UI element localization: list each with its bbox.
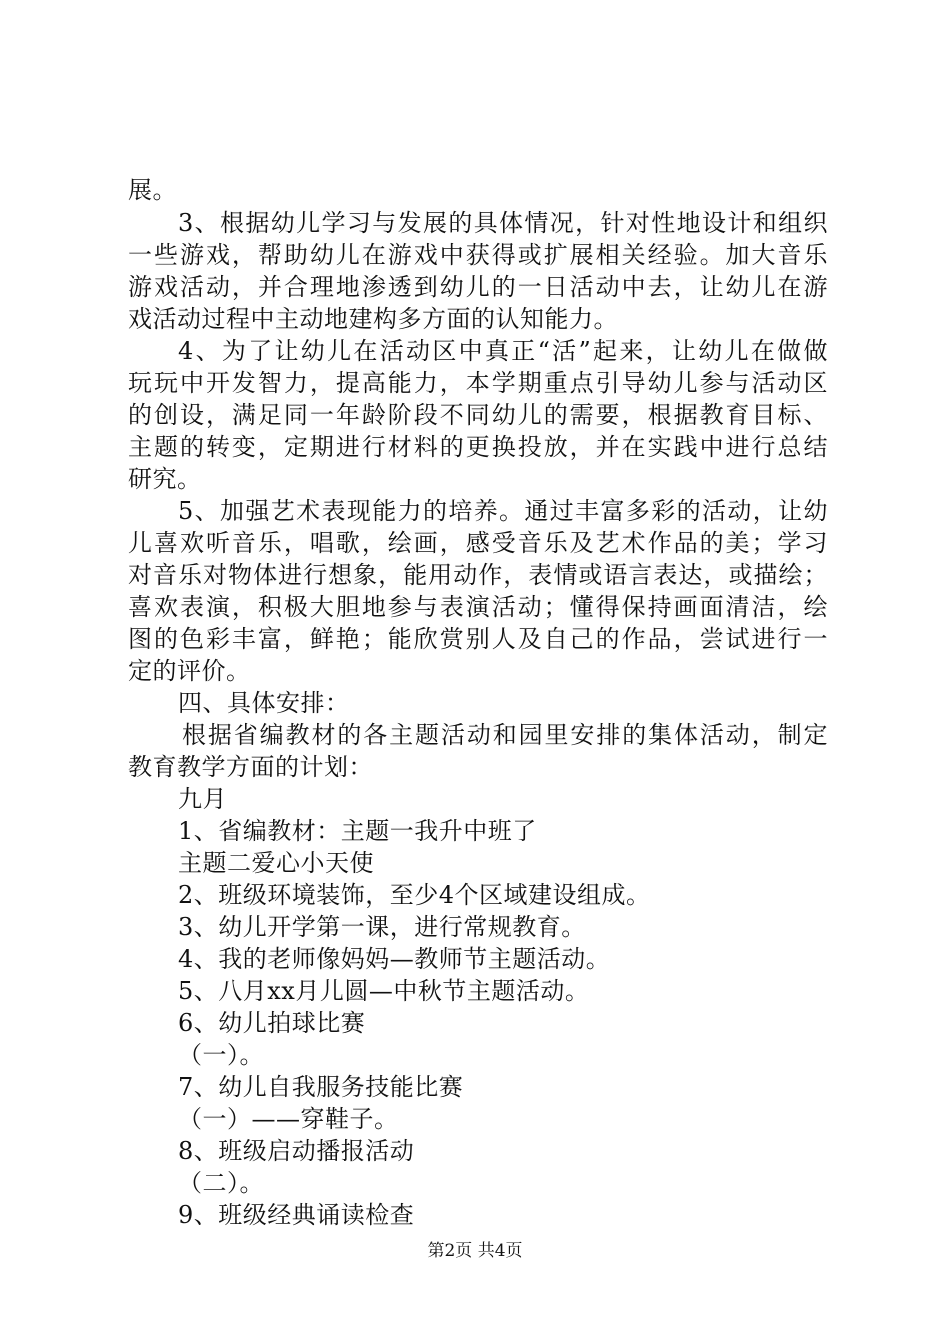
text-line: 根据省编教材的各主题活动和园里安排的集体活动，制定 [182, 721, 828, 749]
list-item: 1、省编教材：主题一我升中班了 [178, 817, 537, 845]
text-line: 一些游戏，帮助幼儿在游戏中获得或扩展相关经验。加大音乐 [128, 241, 828, 269]
text-line: 的创设，满足同一年龄阶段不同幼儿的需要，根据教育目标、 [128, 401, 828, 429]
page-footer: 第2页 共4页 [427, 1241, 523, 1261]
list-item: 2、班级环境装饰，至少4个区域建设组成。 [178, 881, 651, 909]
list-item: 5、八月xx月儿圆—中秋节主题活动。 [178, 977, 590, 1005]
text-line: 展。 [128, 176, 177, 204]
list-item: （二）。 [178, 1169, 264, 1197]
list-item: 8、班级启动播报活动 [178, 1137, 415, 1165]
text-line: 主题的转变，定期进行材料的更换投放，并在实践中进行总结 [128, 433, 828, 461]
list-item: 3、幼儿开学第一课，进行常规教育。 [178, 913, 586, 941]
text-line: 图的色彩丰富，鲜艳；能欣赏别人及自己的作品，尝试进行一 [128, 625, 828, 653]
list-item: 9、班级经典诵读检查 [178, 1201, 415, 1229]
list-item: （一）。 [178, 1041, 264, 1069]
text-line: 喜欢表演，积极大胆地参与表演活动；懂得保持画面清洁，绘 [128, 593, 828, 621]
list-item: 4、我的老师像妈妈—教师节主题活动。 [178, 945, 611, 973]
text-line: 儿喜欢听音乐，唱歌，绘画，感受音乐及艺术作品的美；学习 [128, 529, 828, 557]
text-line: 4、为了让幼儿在活动区中真正“活”起来，让幼儿在做做 [178, 337, 828, 365]
text-line: 教育教学方面的计划： [128, 753, 373, 781]
text-line: 戏活动过程中主动地建构多方面的认知能力。 [128, 305, 618, 333]
text-line: 3、根据幼儿学习与发展的具体情况，针对性地设计和组织 [178, 209, 828, 237]
text-line: 游戏活动，并合理地渗透到幼儿的一日活动中去，让幼儿在游 [128, 273, 828, 301]
section-heading: 四、具体安排： [178, 689, 350, 717]
list-item: （一）——穿鞋子。 [178, 1105, 399, 1133]
list-item: 6、幼儿拍球比赛 [178, 1009, 366, 1037]
text-line: 对音乐对物体进行想象，能用动作，表情或语言表达，或描绘； [128, 561, 828, 589]
text-line: 定的评价。 [128, 657, 251, 685]
month-heading: 九月 [178, 785, 227, 813]
text-line: 5、加强艺术表现能力的培养。通过丰富多彩的活动，让幼 [178, 497, 828, 525]
text-line: 研究。 [128, 465, 202, 493]
list-item: 7、幼儿自我服务技能比赛 [178, 1073, 464, 1101]
list-item: 主题二爱心小天使 [178, 849, 374, 877]
text-line: 玩玩中开发智力，提高能力，本学期重点引导幼儿参与活动区 [128, 369, 828, 397]
